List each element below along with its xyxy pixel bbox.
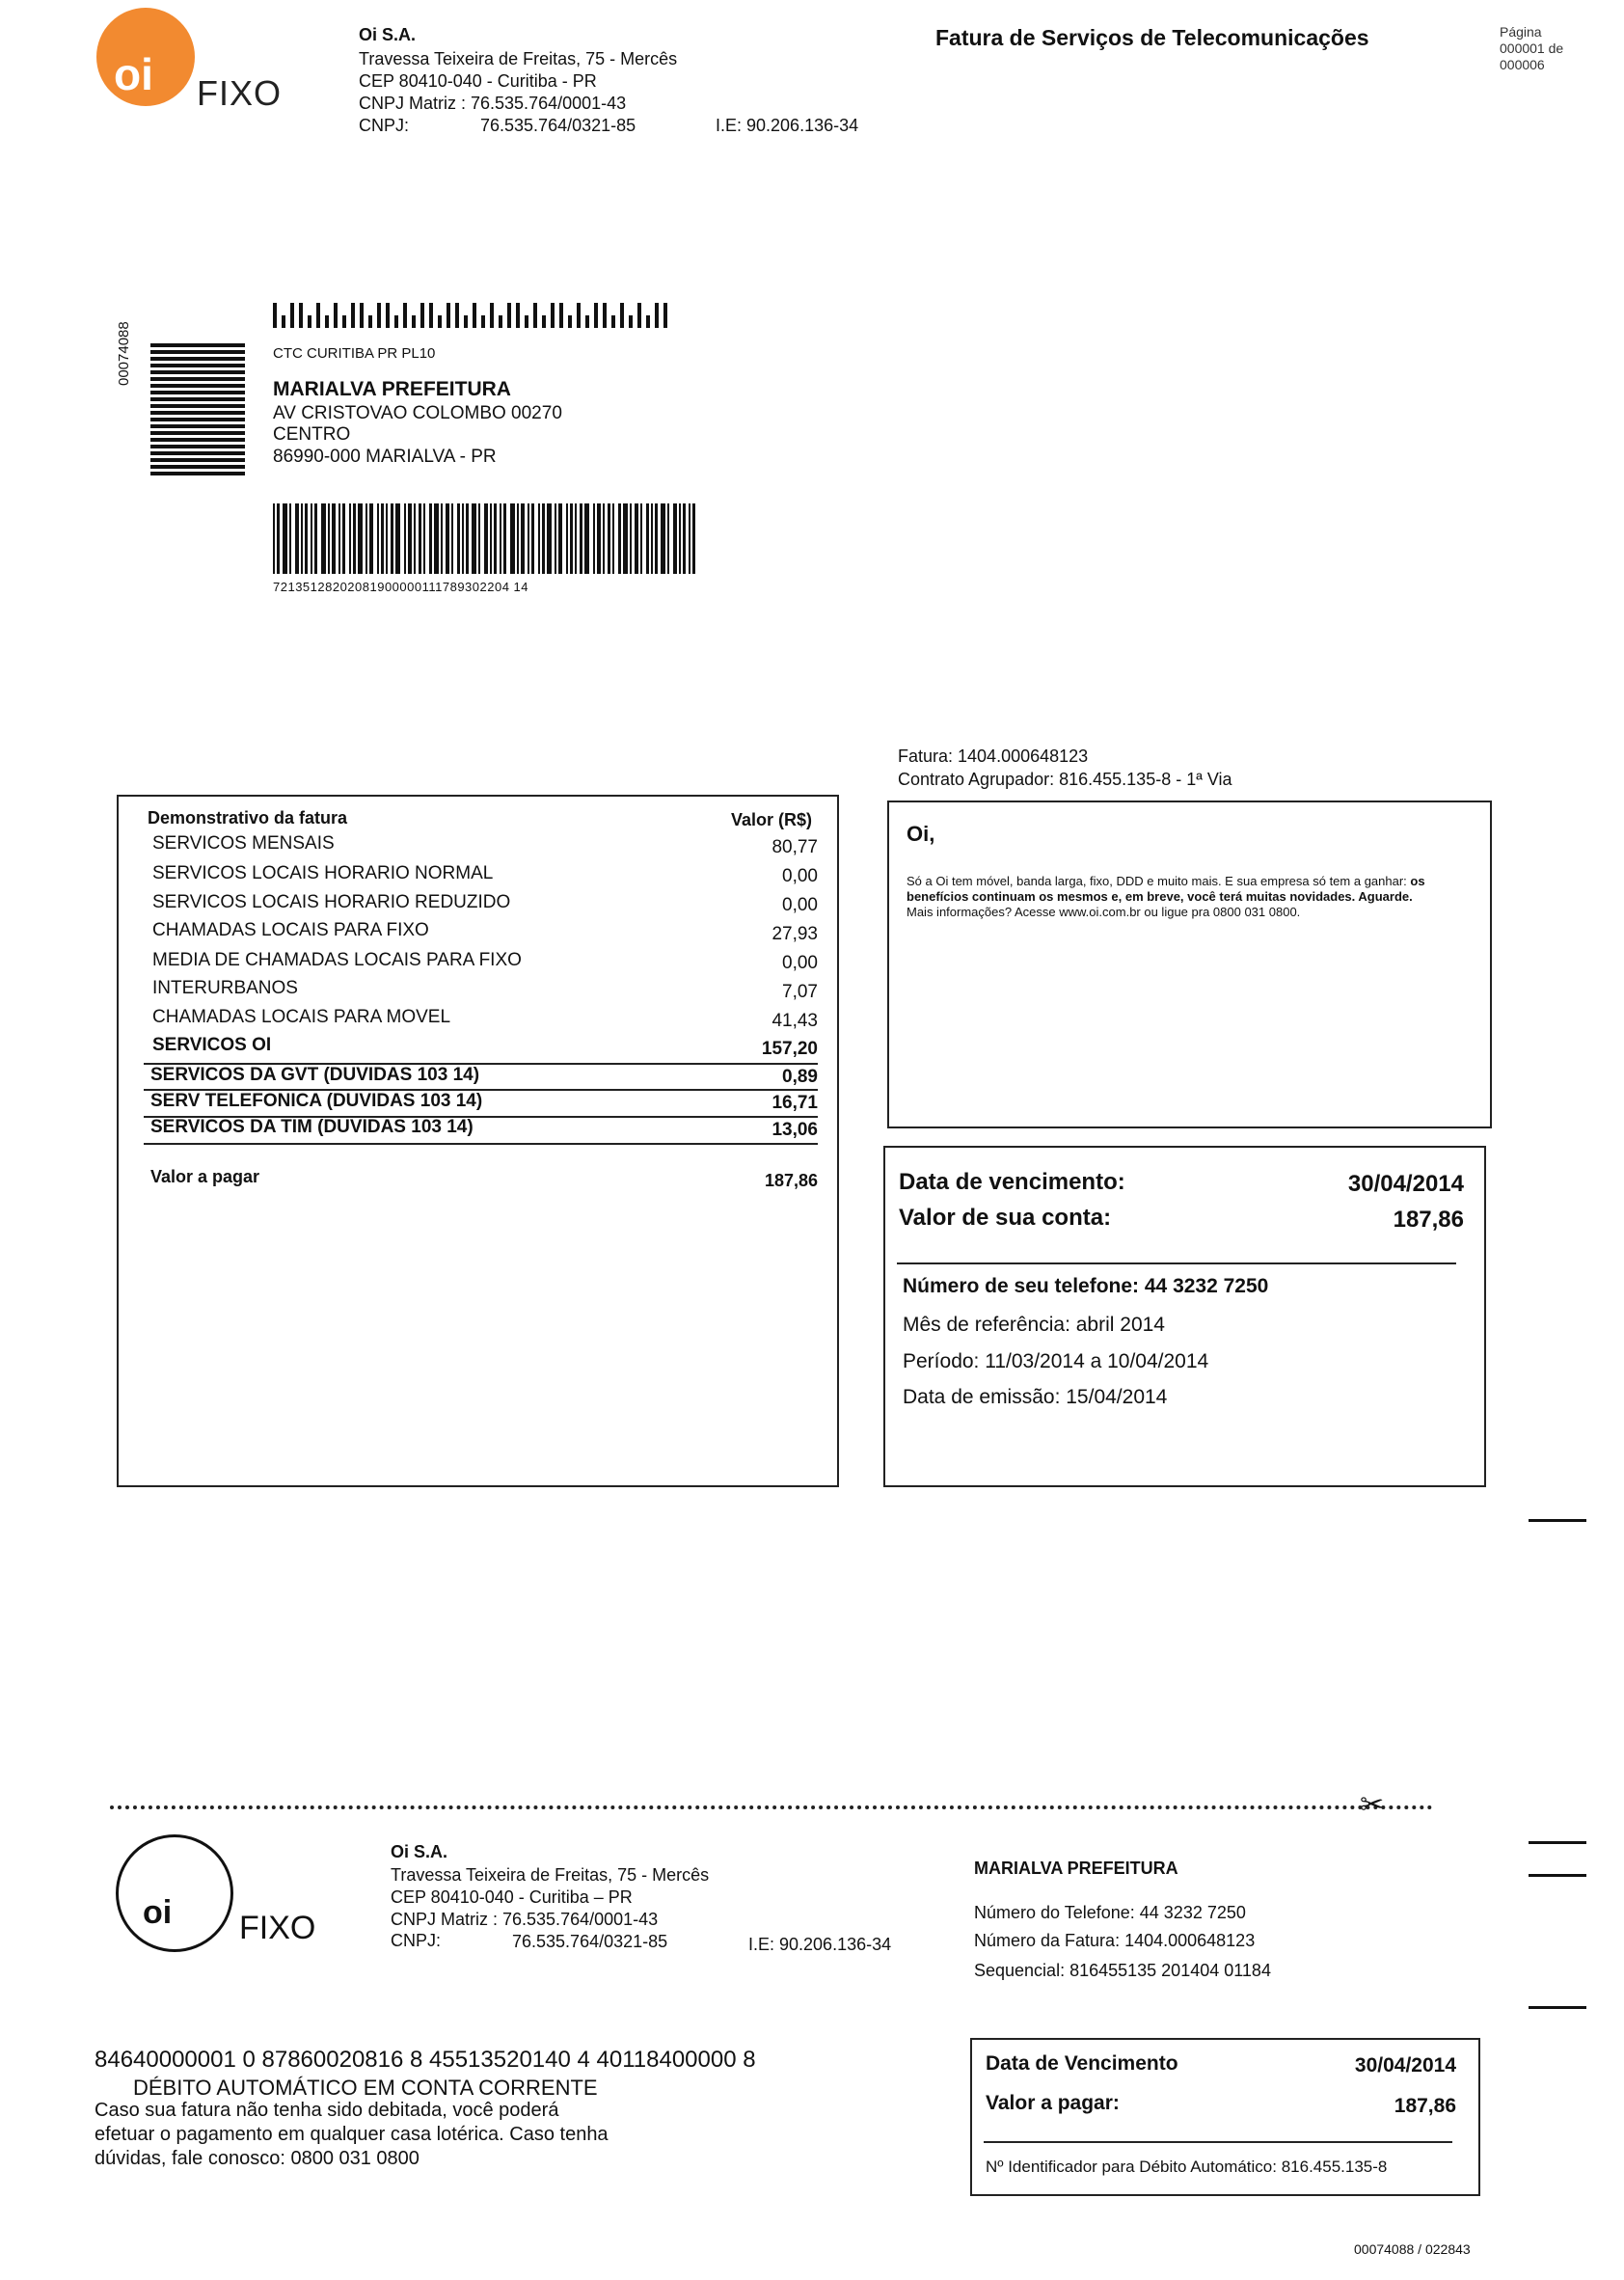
statement-row-desc: SERVICOS MENSAIS (152, 833, 335, 854)
barcode-bar (531, 503, 534, 574)
barcode-bar (481, 315, 485, 328)
barcode-bar (466, 503, 469, 574)
barcode-bar (673, 503, 677, 574)
total-label: Valor a pagar (150, 1167, 260, 1186)
barcode-bar (365, 503, 367, 574)
logo-product: FIXO (197, 73, 283, 113)
due-date-label: Data de vencimento: (899, 1169, 1125, 1195)
barcode-bar (692, 503, 695, 574)
company-address-1: Travessa Teixeira de Freitas, 75 - Mercês (359, 49, 678, 68)
barcode-bar (585, 315, 589, 328)
barcode-bar (447, 303, 450, 328)
barcode-bar (594, 303, 598, 328)
barcode-bar (455, 303, 459, 328)
barcode-bar (663, 303, 667, 328)
scissors-icon: ✂ (1360, 1789, 1385, 1821)
stub-logo-mark: oi (143, 1894, 173, 1931)
barcode-bar (403, 303, 407, 328)
barcode-bar (464, 315, 468, 328)
company-cnpj-label: CNPJ: (359, 116, 410, 135)
barcode-bar (368, 315, 372, 328)
barcode-bar (420, 303, 424, 328)
barcode-bar (516, 303, 520, 328)
barcode-bar (503, 503, 506, 574)
edge-mark (1529, 1519, 1586, 1522)
stub-amount-label: Valor a pagar: (986, 2092, 1120, 2114)
stub-amount: 187,86 (1394, 2095, 1456, 2117)
statement-row-value: 41,43 (771, 1011, 818, 1031)
barcode-bar (667, 503, 669, 574)
barcode-bar (429, 503, 432, 574)
auto-debit-line-1: Caso sua fatura não tenha sido debitada, você poderá (95, 2100, 559, 2121)
issue-date: Data de emissão: 15/04/2014 (903, 1386, 1168, 1408)
barcode-bar (661, 503, 665, 574)
due-date: 30/04/2014 (1347, 1171, 1464, 1197)
barcode-bar (457, 503, 460, 574)
statement-row-value: 16,71 (771, 1093, 818, 1113)
barcode-bar (404, 503, 406, 574)
barcode-bar (499, 315, 502, 328)
barcode-bar (597, 503, 601, 574)
statement-row-desc: SERVICOS LOCAIS HORARIO NORMAL (152, 863, 494, 883)
statement-row-desc: MEDIA DE CHAMADAS LOCAIS PARA FIXO (152, 950, 522, 970)
document-title: Fatura de Serviços de Telecomunicações (935, 25, 1369, 50)
barcode-bar (568, 315, 572, 328)
stub-company-address-2: CEP 80410-040 - Curitiba – PR (391, 1887, 633, 1907)
barcode-bar (655, 303, 659, 328)
oi-logo (116, 1834, 233, 1952)
barcode-bar (311, 503, 312, 574)
stub-due-date: 30/04/2014 (1354, 2054, 1456, 2076)
barcode-bar (640, 503, 642, 574)
statement-row-value: 0,89 (782, 1067, 818, 1087)
barcode-bar (580, 503, 582, 574)
barcode-bar (490, 303, 494, 328)
message-greeting: Oi, (907, 822, 935, 846)
statement-row-value: 80,77 (771, 837, 818, 857)
stub-invoice-number: Número da Fatura: 1404.000648123 (974, 1931, 1256, 1950)
statement-row-value: 27,93 (771, 924, 818, 944)
barcode-bar (528, 503, 529, 574)
barcode-bar (584, 503, 589, 574)
page-info: 000001 de 000006 (1500, 41, 1564, 72)
company-name: Oi S.A. (359, 25, 417, 44)
company-cnpj-matriz: CNPJ Matriz : 76.535.764/0001-43 (359, 94, 627, 113)
barcode-bar (507, 303, 511, 328)
barcode-bar (608, 503, 610, 574)
barcode-bar (332, 503, 336, 574)
barcode-bar (314, 503, 317, 574)
stub-ie: I.E: 90.206.136-34 (748, 1935, 892, 1954)
barcode-bar (630, 503, 632, 574)
side-code: 00074088 (116, 321, 132, 386)
barcode-bar (618, 503, 621, 574)
recipient-street: AV CRISTOVAO COLOMBO 00270 (273, 403, 562, 423)
logo-mark: oi (114, 49, 153, 99)
barcode-bar (611, 315, 615, 328)
barcode-bar (334, 303, 338, 328)
statement-row-value: 0,00 (782, 866, 818, 886)
barcode-bar (679, 503, 681, 574)
barcode-bar (542, 315, 546, 328)
due-divider (897, 1262, 1456, 1264)
barcode-bar (273, 303, 277, 328)
barcode-bar (655, 503, 658, 574)
barcode-bar (500, 503, 501, 574)
barcode-bar (316, 303, 320, 328)
barcode-bar (547, 503, 552, 574)
barcode-bar (451, 503, 453, 574)
barcode-bar (429, 303, 433, 328)
stub-due-label: Data de Vencimento (986, 2052, 1178, 2075)
stub-divider (984, 2141, 1452, 2143)
message-box (887, 801, 1492, 1128)
stub-cnpj-label: CNPJ: (391, 1931, 442, 1950)
barcode-bar (377, 503, 379, 574)
barcode-bar (620, 303, 624, 328)
barcode-bar (577, 303, 581, 328)
barcode-bar (558, 503, 562, 574)
statement-title: Demonstrativo da fatura (148, 808, 348, 828)
barcode-bar (623, 503, 628, 574)
barcode-bar (473, 303, 476, 328)
edge-mark (1529, 1841, 1586, 1844)
postnet-barcode (273, 303, 672, 328)
barcode-bar (490, 503, 492, 574)
auto-debit-title: DÉBITO AUTOMÁTICO EM CONTA CORRENTE (133, 2076, 598, 2100)
barcode-bar (408, 503, 412, 574)
stub-phone: Número do Telefone: 44 3232 7250 (974, 1903, 1246, 1922)
barcode-bar (369, 503, 373, 574)
barcode-bar (472, 503, 476, 574)
barcode-bar (446, 503, 449, 574)
barcode-bar (391, 503, 393, 574)
message-text (907, 874, 1461, 920)
stub-cnpj-matriz: CNPJ Matriz : 76.535.764/0001-43 (391, 1910, 659, 1929)
barcode-bar (295, 503, 299, 574)
barcode-bar (358, 503, 363, 574)
stub-client-name: MARIALVA PREFEITURA (974, 1859, 1178, 1878)
barcode-bar (386, 503, 388, 574)
edge-mark (1529, 1874, 1586, 1877)
contract-number: Contrato Agrupador: 816.455.135-8 - 1ª Via (898, 770, 1232, 789)
barcode-bar (360, 303, 364, 328)
statement-row-desc: CHAMADAS LOCAIS PARA FIXO (152, 920, 429, 940)
statement-row-desc: SERVICOS LOCAIS HORARIO REDUZIDO (152, 892, 511, 912)
statement-row-value: 157,20 (761, 1039, 818, 1059)
barcode-bar (637, 303, 641, 328)
phone-number: Número de seu telefone: 44 3232 7250 (903, 1275, 1269, 1297)
barcode-bar (651, 503, 653, 574)
auto-debit-line-3: dúvidas, fale conosco: 0800 031 0800 (95, 2148, 420, 2169)
barcode-bar (351, 303, 355, 328)
page-indicator (1500, 24, 1586, 73)
barcode-bar (494, 503, 497, 574)
statement-row-value: 13,06 (771, 1120, 818, 1140)
barcode-bar (538, 503, 540, 574)
stub-company-name: Oi S.A. (391, 1842, 448, 1861)
address-barcode-number: 72135128202081900000111789302204 14 (273, 580, 529, 594)
barcode-bar (517, 503, 519, 574)
barcode-bar (525, 315, 528, 328)
barcode-bar (683, 503, 686, 574)
barcode-bar (321, 503, 326, 574)
message-text-2: Mais informações? Acesse www.oi.com.br ou ligue pra 0800 031 0800. (907, 905, 1301, 919)
barcode-bar (566, 503, 568, 574)
total-value: 187,86 (764, 1171, 818, 1190)
barcode-bar (484, 503, 488, 574)
barcode-bar (551, 303, 555, 328)
statement-value-header: Valor (R$) (731, 810, 813, 829)
stub-company-address-1: Travessa Teixeira de Freitas, 75 - Mercês (391, 1865, 710, 1885)
barcode-bar (338, 503, 340, 574)
address-barcode (273, 503, 705, 574)
barcode-bar (575, 503, 577, 574)
page-label: Página (1500, 24, 1542, 40)
barcode-bar (325, 315, 329, 328)
barcode-bar (478, 503, 480, 574)
barcode-bar (381, 503, 384, 574)
recipient-name: MARIALVA PREFEITURA (273, 378, 511, 400)
auto-debit-line-2: efetuar o pagamento em qualquer casa lotérica. Caso tenha (95, 2124, 609, 2145)
barcode-bar (282, 315, 285, 328)
barcode-bar (555, 503, 556, 574)
barcode-bar (377, 303, 381, 328)
barcode-bar (542, 503, 545, 574)
footer-code: 00074088 / 022843 (1354, 2241, 1471, 2257)
row-divider (144, 1143, 818, 1145)
amount-value: 187,86 (1393, 1207, 1464, 1233)
statement-row-value: 0,00 (782, 953, 818, 973)
message-text-bold: os benefícios continuam os mesmos e, em breve, você terá muitas novidades. Aguarde. (907, 874, 1425, 904)
barcode-bar (419, 503, 421, 574)
stub-cnpj-value: 76.535.764/0321-85 (512, 1932, 668, 1951)
barcode-bar (273, 503, 275, 574)
barcode-bar (603, 503, 605, 574)
barcode-bar (603, 303, 607, 328)
recipient-city: 86990-000 MARIALVA - PR (273, 447, 497, 467)
barcode-bar (386, 303, 390, 328)
barcode-bar (441, 503, 443, 574)
company-cnpj-value: 76.535.764/0321-85 (480, 116, 636, 135)
side-barcode (150, 343, 245, 480)
barcode-bar (290, 303, 294, 328)
auto-debit-id: Nº Identificador para Débito Automático: 816.455.135-8 (986, 2158, 1388, 2176)
edge-mark (1529, 2006, 1586, 2009)
statement-row-desc: SERVICOS DA TIM (DUVIDAS 103 14) (150, 1117, 474, 1137)
billing-period: Período: 11/03/2014 a 10/04/2014 (903, 1350, 1209, 1372)
amount-label: Valor de sua conta: (899, 1205, 1112, 1231)
barcode-bar (434, 503, 439, 574)
barcode-bar (353, 503, 356, 574)
invoice-number: Fatura: 1404.000648123 (898, 746, 1089, 766)
route-code: CTC CURITIBA PR PL10 (273, 345, 436, 362)
barcode-bar (570, 503, 573, 574)
cut-line (110, 1805, 1433, 1809)
statement-row-value: 0,00 (782, 895, 818, 915)
statement-row-desc: SERVICOS OI (152, 1035, 272, 1055)
message-text-1: Só a Oi tem móvel, banda larga, fixo, DDD e muito mais. E sua empresa só tem a ganhar: (907, 874, 1411, 888)
barcode-bar (593, 503, 595, 574)
company-address-2: CEP 80410-040 - Curitiba - PR (359, 71, 597, 91)
barcode-bar (328, 503, 330, 574)
barcode-bar (559, 303, 563, 328)
barcode-bar (635, 503, 638, 574)
barcode-bar (414, 503, 416, 574)
barcode-bar (394, 315, 398, 328)
statement-row-value: 7,07 (782, 982, 818, 1002)
barcode-bar (423, 503, 425, 574)
stub-logo-product: FIXO (239, 1910, 316, 1946)
barcode-bar (438, 315, 442, 328)
statement-row-desc: CHAMADAS LOCAIS PARA MOVEL (152, 1007, 451, 1027)
reference-month: Mês de referência: abril 2014 (903, 1314, 1165, 1336)
barcode-bar (305, 503, 308, 574)
barcode-bar (342, 315, 346, 328)
barcode-bar (462, 503, 464, 574)
barcode-bar (349, 503, 351, 574)
barcode-bar (395, 503, 400, 574)
barcode-bar (277, 503, 280, 574)
barcode-bar (646, 315, 650, 328)
barcode-bar (283, 503, 287, 574)
payment-code-line: 84640000001 0 87860020816 8 45513520140 4 40118400000 8 (95, 2047, 756, 2073)
barcode-bar (689, 503, 690, 574)
barcode-bar (533, 303, 537, 328)
barcode-bar (510, 503, 515, 574)
barcode-bar (308, 315, 311, 328)
barcode-bar (301, 503, 303, 574)
barcode-bar (612, 503, 614, 574)
barcode-bar (629, 315, 633, 328)
barcode-bar (342, 503, 345, 574)
stub-sequencial: Sequencial: 816455135 201404 01184 (974, 1961, 1271, 1980)
company-ie: I.E: 90.206.136-34 (716, 116, 859, 135)
recipient-district: CENTRO (273, 424, 351, 445)
barcode-bar (299, 303, 303, 328)
statement-row-desc: SERVICOS DA GVT (DUVIDAS 103 14) (150, 1065, 480, 1085)
barcode-bar (412, 315, 416, 328)
statement-row-desc: INTERURBANOS (152, 978, 298, 998)
barcode-bar (289, 503, 291, 574)
statement-row-desc: SERV TELEFONICA (DUVIDAS 103 14) (150, 1091, 483, 1111)
barcode-bar (646, 503, 649, 574)
barcode-bar (521, 503, 525, 574)
